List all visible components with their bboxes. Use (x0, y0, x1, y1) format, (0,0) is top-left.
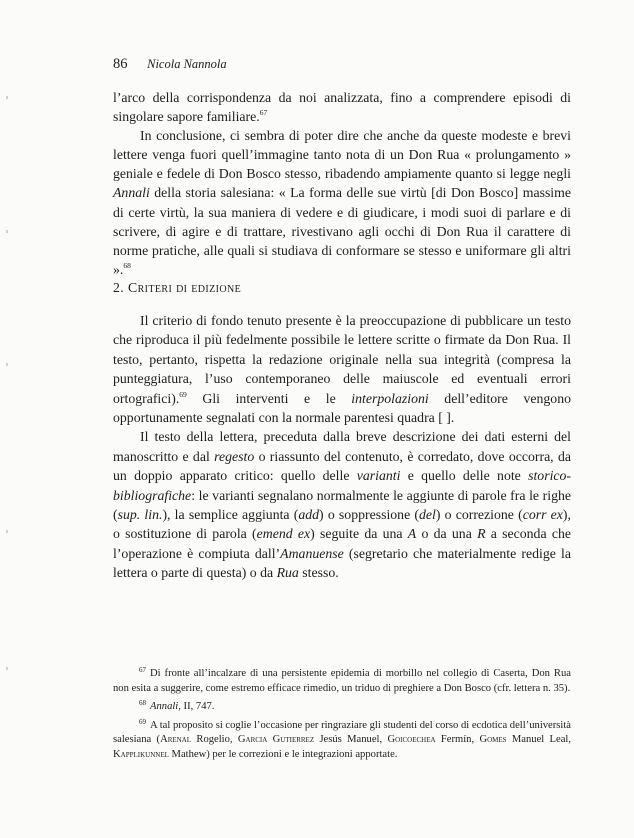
section-p2-text: : le varianti segnalano normalmente le aggiunte di parole fra le righe ( (113, 487, 571, 523)
footnote-text: Fermín, (435, 734, 480, 746)
footnote-ref-67: 67 (259, 108, 268, 118)
italic-term: A (407, 526, 417, 542)
section-p1-text: dell’editore vengono opportunamente segnalati con la normale parentesi quadra [ ]. (113, 390, 571, 426)
footnote-text: Mathew) per le correzioni e le integrazioni apportate. (168, 748, 398, 760)
footnote-ref-69: 69 (179, 389, 187, 399)
italic-term: del (418, 507, 436, 523)
author-name: Arenal (160, 734, 192, 746)
italic-term: storico-bibliografiche (113, 468, 572, 503)
footnotes (113, 663, 571, 763)
annali-italic: Annali (113, 185, 150, 201)
intro-text (113, 88, 571, 279)
italic-term: Amanuense (280, 545, 344, 561)
section-p2-text: (segretario che materialmente redige la lettera o parte di questa) o da (113, 545, 571, 581)
section-p2-text: a seconda che l’operazione è compiuta dall’ (113, 526, 571, 561)
footnote-italic: Annali, (150, 701, 181, 713)
section-p1-text: Gli interventi e le (186, 390, 352, 406)
section-p2-text: o riassunto del contenuto, è corredato, dove occorra, da un doppio apparato critico: quello delle (113, 448, 571, 484)
section-p2-text: o da una (416, 526, 478, 542)
section-p2-text: e quello delle note (400, 468, 529, 484)
section-p2-text: ), o sostituzione di parola ( (113, 507, 571, 542)
footnote-text: Di fronte all’incalzare di una persistente epidemia di morbillo nel collegio di Caserta, Don Rua non esita a suggerire, come estremo efficace rimedio, un triduo di preghiere a Don Bosco (cfr. lettera n. 35). (113, 668, 571, 694)
footnote-ref-68: 68 (123, 260, 131, 270)
intro-p2-text: In conclusione, ci sembra di poter dire che anche da queste modeste e brevi lettere venga fuori quell’immagine tanto nota di un Don Rua « prolungamento » geniale e fedele di Don Bosco stesso, ribadendo ampiamente quanto si legge negli (113, 128, 571, 182)
page-number: 86 (113, 56, 128, 72)
footnote-number: 69 (139, 717, 146, 726)
scan-margin-mark (6, 530, 8, 533)
italic-term: Rua (276, 565, 299, 581)
footnote-number: 68 (139, 699, 146, 708)
footnote-text: Rogelio, (191, 734, 238, 746)
section-paragraph-2 (113, 427, 571, 582)
scan-margin-mark (6, 667, 8, 670)
footnote-67 (113, 663, 571, 696)
section-p2-text: ), la semplice aggiunta ( (162, 507, 299, 523)
author-name: Garcia Gutierrez (237, 734, 315, 746)
scan-margin-mark (6, 363, 8, 366)
scan-margin-mark (6, 96, 8, 99)
section-p2-text: stesso. (298, 565, 339, 581)
scan-margin-mark (6, 230, 8, 233)
italic-term: sup. lin. (117, 507, 163, 523)
intro-p2-quote: della storia salesiana: « La forma delle sue virtù [di Don Bosco] massime di certe virtù, la sua maniera di vedere e di giudicare, i modi suoi di parlare e di scrivere, di agire e di trattare, rivestivano agli occhi di Don Rua il carattere di norme pratiche, alle quali si studiava di conformare se stesso e uniformare gli altri ». (113, 185, 571, 277)
section-heading: 2. Criteri di edizione (113, 280, 242, 295)
italic-term: add (298, 507, 320, 523)
author-name: Gomes (479, 734, 507, 746)
author-name: Goicoechea (387, 734, 436, 746)
footnote-69 (113, 715, 571, 763)
footnote-text: Jesús Manuel, (314, 734, 388, 746)
intro-paragraph-2 (113, 126, 571, 279)
section-p2-text: ) seguite da una (310, 526, 408, 542)
section-p2-text: ) o correzione ( (435, 507, 523, 523)
section-p2-text: ) o soppressione ( (319, 507, 419, 523)
intro-p1-text: l’arco della corrispondenza da noi analizzata, fino a comprendere episodi di singolare sapore familiare. (113, 90, 571, 125)
section-paragraph-1 (113, 311, 571, 427)
footnote-number: 67 (139, 666, 146, 674)
footnote-text: II, 747. (180, 701, 215, 713)
footnote-text: Manuel Leal, (506, 734, 572, 746)
footnote-text: A tal proposito si coglie l’occasione per ringraziare gli studenti del corso di ecdotica dell’università salesiana ( (113, 719, 571, 746)
footnote-68 (113, 696, 571, 715)
italic-term: interpolazioni (351, 390, 429, 406)
intro-paragraph-1 (113, 88, 571, 126)
section-p2-text: Il testo della lettera, preceduta dalla breve descrizione dei dati esterni del manoscritto e dal (113, 429, 571, 464)
running-header (113, 56, 227, 73)
italic-term: corr ex (522, 507, 563, 523)
italic-term: emend ex (256, 526, 311, 542)
italic-term: regesto (214, 448, 255, 464)
italic-term: varianti (356, 468, 401, 484)
author-name: Kapplikunnel (113, 748, 169, 760)
section-text (113, 311, 571, 583)
section-p1-text: Il criterio di fondo tenuto presente è la preoccupazione di pubblicare un testo che riproduca il più fedelmente possibile le lettere scritte o firmate da Don Rua. Il testo, pertanto, rispetta la redazione originale nella sua integrità (compresa la punteggiatura, l’uso contemporaneo delle maiuscole ed eventuali errori ortografici). (113, 313, 571, 406)
running-author: Nicola Nannola (147, 57, 227, 71)
italic-term: R (477, 526, 486, 542)
